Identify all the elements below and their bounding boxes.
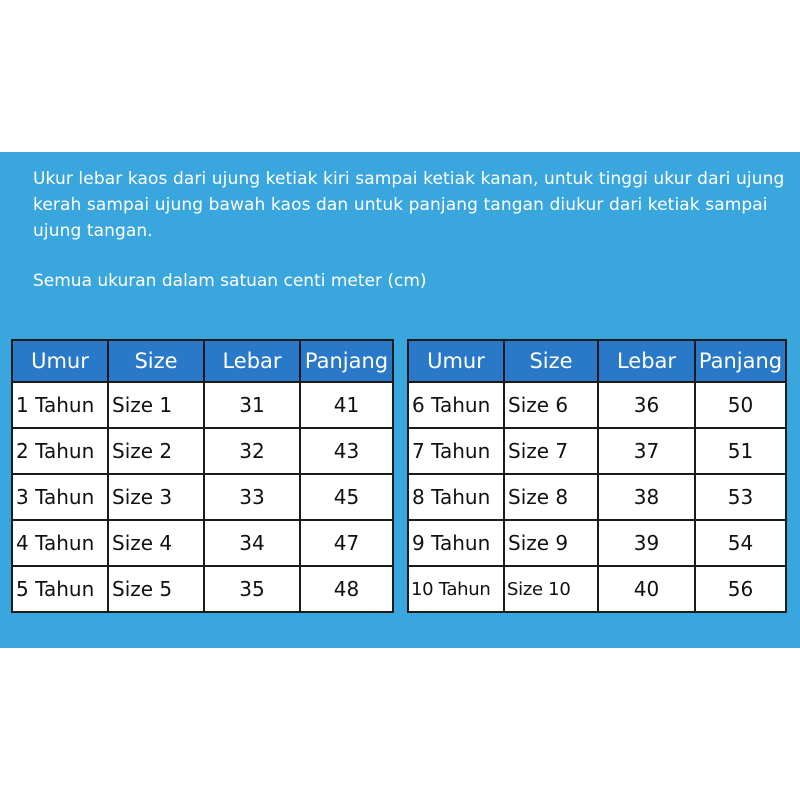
cell-lebar: 38: [598, 474, 695, 520]
cell-umur: 4 Tahun: [12, 520, 108, 566]
unit-note: Semua ukuran dalam satuan centi meter (cm): [33, 271, 427, 291]
header-umur: Umur: [12, 340, 108, 382]
cell-lebar: 36: [598, 382, 695, 428]
header-umur: Umur: [408, 340, 504, 382]
table-row: [408, 428, 786, 474]
cell-panjang: 50: [695, 382, 786, 428]
cell-panjang: 45: [300, 474, 393, 520]
size-chart-panel: [0, 152, 800, 648]
cell-umur: 10 Tahun: [408, 566, 504, 612]
size-table-right: [407, 339, 787, 613]
measurement-instructions: Ukur lebar kaos dari ujung ketiak kiri sampai ketiak kanan, untuk tinggi ukur dari ujung kerah sampai ujung bawah kaos dan untuk panjang tangan diukur dari ketiak sampai ujung tangan.: [33, 169, 785, 241]
table-row: [12, 382, 393, 428]
cell-panjang: 43: [300, 428, 393, 474]
cell-umur: 3 Tahun: [12, 474, 108, 520]
header-size: Size: [108, 340, 204, 382]
cell-size: Size 3: [108, 474, 204, 520]
cell-lebar: 35: [204, 566, 300, 612]
cell-lebar: 40: [598, 566, 695, 612]
cell-size: Size 9: [504, 520, 598, 566]
cell-size: Size 5: [108, 566, 204, 612]
header-lebar: Lebar: [598, 340, 695, 382]
cell-size: Size 1: [108, 382, 204, 428]
cell-panjang: 54: [695, 520, 786, 566]
table-header-row: [408, 340, 786, 382]
header-panjang: Panjang: [300, 340, 393, 382]
cell-size: Size 10: [504, 566, 598, 612]
table-row: [12, 428, 393, 474]
cell-umur: 9 Tahun: [408, 520, 504, 566]
cell-umur: 7 Tahun: [408, 428, 504, 474]
cell-panjang: 51: [695, 428, 786, 474]
cell-panjang: 41: [300, 382, 393, 428]
cell-lebar: 33: [204, 474, 300, 520]
cell-umur: 5 Tahun: [12, 566, 108, 612]
cell-size: Size 4: [108, 520, 204, 566]
cell-size: Size 7: [504, 428, 598, 474]
table-row: [12, 566, 393, 612]
cell-panjang: 48: [300, 566, 393, 612]
cell-lebar: 32: [204, 428, 300, 474]
table-row: [408, 382, 786, 428]
cell-panjang: 47: [300, 520, 393, 566]
cell-umur: 2 Tahun: [12, 428, 108, 474]
table-row: [408, 474, 786, 520]
table-row: [12, 474, 393, 520]
table-row: [408, 520, 786, 566]
cell-size: Size 8: [504, 474, 598, 520]
cell-size: Size 2: [108, 428, 204, 474]
cell-lebar: 31: [204, 382, 300, 428]
header-size: Size: [504, 340, 598, 382]
cell-size: Size 6: [504, 382, 598, 428]
cell-umur: 1 Tahun: [12, 382, 108, 428]
header-lebar: Lebar: [204, 340, 300, 382]
size-table-left: [11, 339, 394, 613]
table-header-row: [12, 340, 393, 382]
cell-panjang: 56: [695, 566, 786, 612]
cell-lebar: 37: [598, 428, 695, 474]
table-row: [408, 566, 786, 612]
cell-umur: 6 Tahun: [408, 382, 504, 428]
cell-lebar: 39: [598, 520, 695, 566]
header-panjang: Panjang: [695, 340, 786, 382]
cell-panjang: 53: [695, 474, 786, 520]
cell-umur: 8 Tahun: [408, 474, 504, 520]
cell-lebar: 34: [204, 520, 300, 566]
table-row: [12, 520, 393, 566]
